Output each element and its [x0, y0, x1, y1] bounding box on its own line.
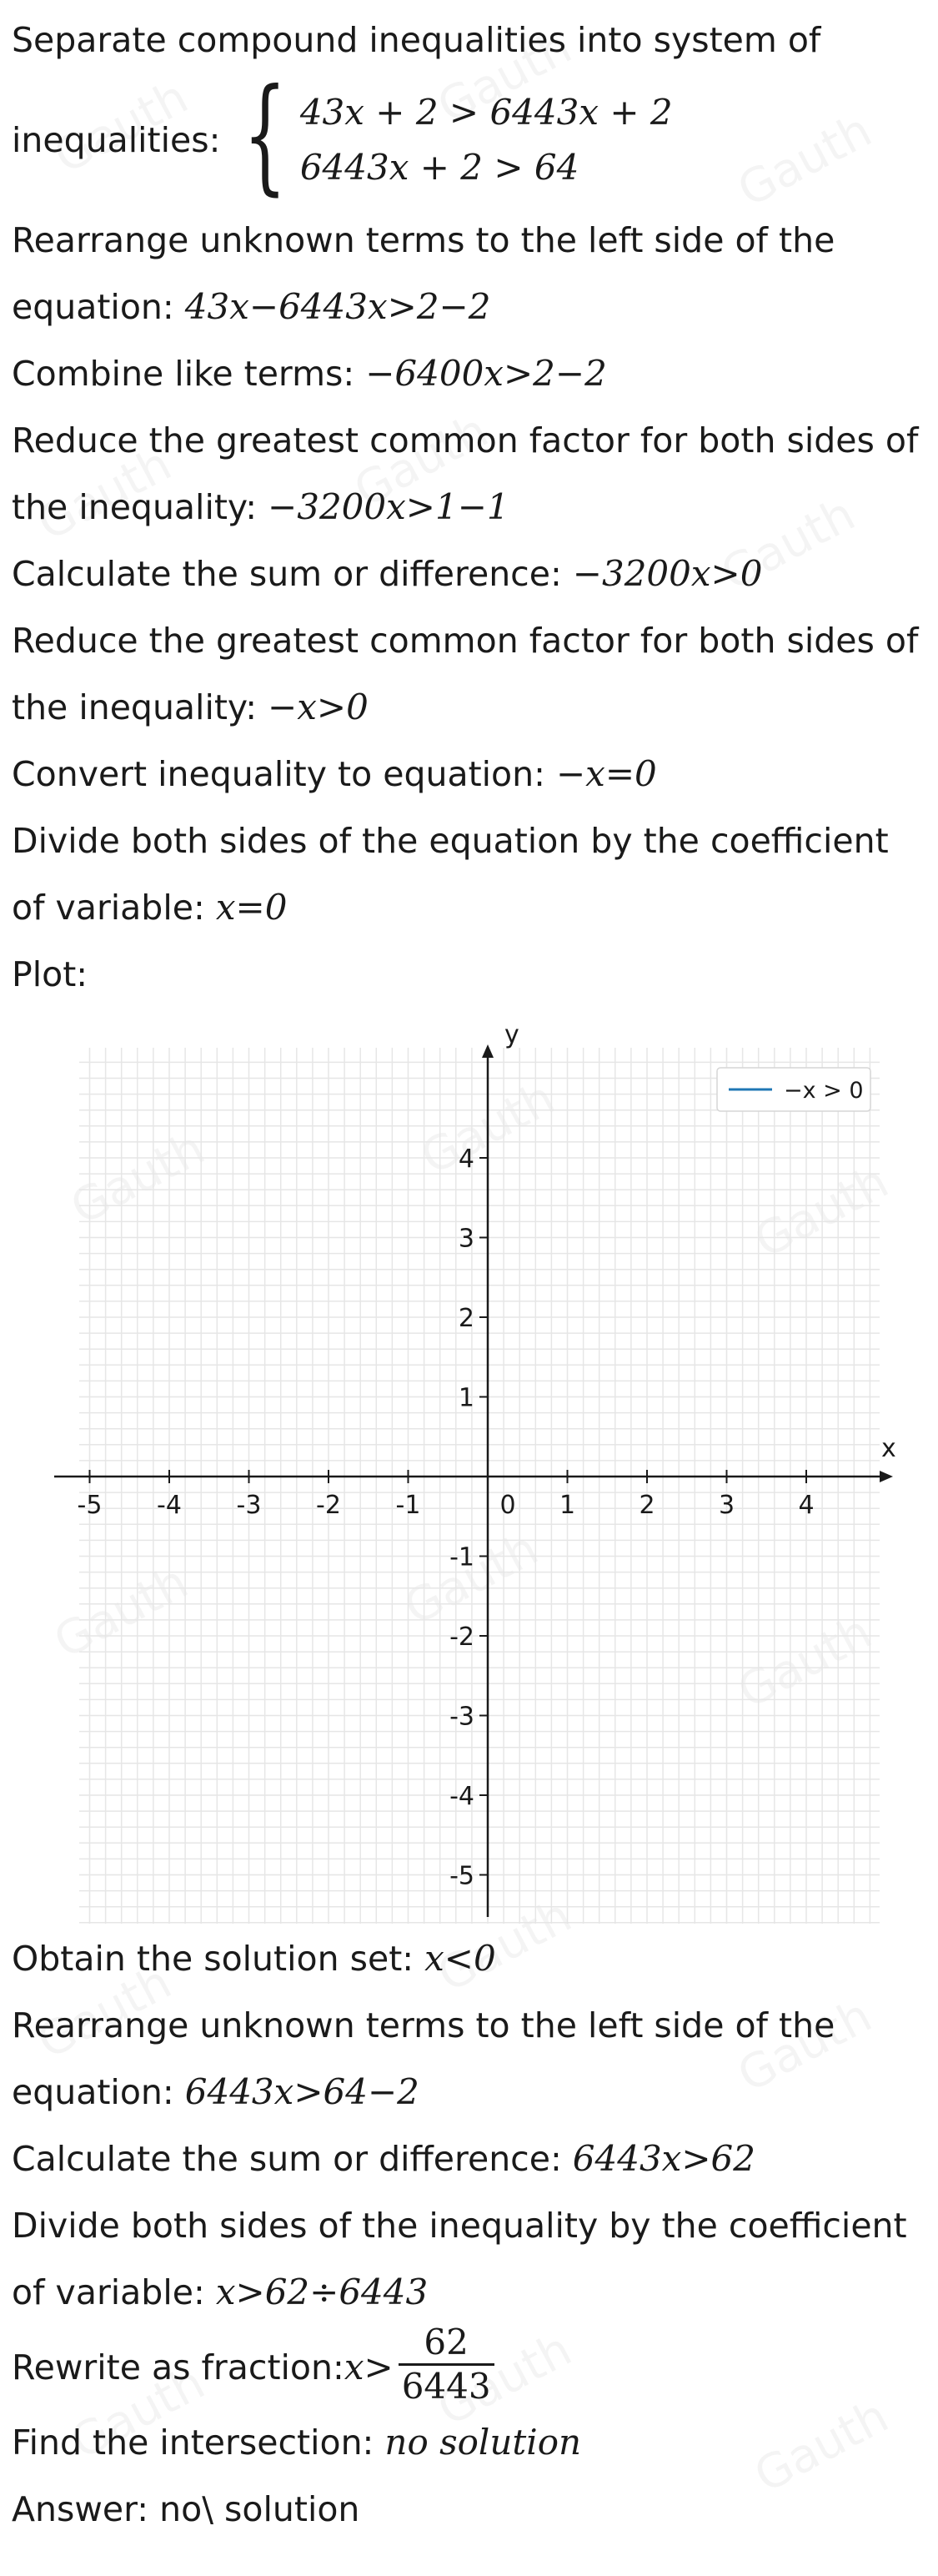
fraction-numerator: 62	[424, 2321, 469, 2362]
x-axis-arrow-icon	[880, 1471, 893, 1482]
step-4-line-b	[12, 474, 938, 541]
step-15-label: Find the intersection:	[12, 2423, 385, 2463]
step-7-math: −x=0	[555, 753, 657, 794]
step-15-math: no solution	[384, 2422, 582, 2463]
step-9-line: Plot:	[12, 954, 88, 994]
step-2-line-a: Rearrange unknown terms to the left side of the	[12, 220, 835, 260]
step-4-line-a: Reduce the greatest common factor for both sides of	[12, 420, 919, 460]
step-13-math: x>62÷6443	[215, 2272, 429, 2312]
step-13-line-a: Divide both sides of the inequality by the coefficient	[12, 2206, 907, 2246]
step-8-line-a: Divide both sides of the equation by the coefficient	[12, 821, 889, 861]
step-10-line	[12, 1925, 938, 1992]
inequality-system	[300, 85, 673, 195]
step-1-label: inequalities:	[12, 120, 221, 160]
step-5-label: Calculate the sum or difference:	[12, 554, 573, 594]
step-3-line	[12, 340, 938, 407]
x-tick-label: 4	[798, 1491, 815, 1520]
step-12-math: 6443x>62	[572, 2138, 756, 2179]
answer-line: Answer: no\ solution	[12, 2489, 360, 2529]
step-6-line-a: Reduce the greatest common factor for both sides of	[12, 621, 919, 661]
step-4-label: the inequality:	[12, 487, 268, 527]
system-row-2: 6443x + 2 > 64	[299, 147, 579, 188]
step-6-label: the inequality:	[12, 687, 268, 727]
step-1-line-a: Separate compound inequalities into system of	[12, 20, 821, 60]
step-12-line	[12, 2126, 938, 2192]
x-tick-label: 3	[718, 1491, 735, 1520]
step-14-line	[12, 2321, 938, 2409]
x-tick-label: 1	[559, 1491, 576, 1520]
legend-label: −x > 0	[784, 1078, 864, 1104]
x-axis-label: x	[881, 1434, 896, 1463]
step-5-math: −3200x>0	[572, 553, 763, 594]
step-11-line-b	[12, 2059, 938, 2126]
step-10-label: Obtain the solution set:	[12, 1939, 425, 1979]
plot-svg	[0, 1008, 917, 1925]
y-axis-arrow-icon	[482, 1044, 494, 1058]
step-8-line-b	[12, 874, 938, 941]
step-8-label: of variable:	[12, 888, 216, 928]
step-10-math: x<0	[424, 1938, 496, 1979]
inequality-plot	[12, 1008, 938, 1925]
step-6-math: −x>0	[268, 687, 369, 727]
x-tick-label: -3	[236, 1491, 262, 1520]
y-tick-label: 3	[458, 1224, 474, 1254]
x-tick-label: -5	[77, 1491, 103, 1520]
y-tick-label: 4	[458, 1145, 474, 1174]
x-tick-label: -4	[157, 1491, 182, 1520]
step-15-line	[12, 2409, 938, 2476]
step-5-line	[12, 541, 938, 607]
y-tick-label: -2	[449, 1623, 474, 1652]
step-13-label: of variable:	[12, 2272, 216, 2312]
step-3-label: Combine like terms:	[12, 354, 366, 394]
fraction-denominator: 6443	[401, 2365, 491, 2407]
x-tick-label: -2	[316, 1491, 341, 1520]
y-tick-label: -3	[449, 1702, 474, 1732]
step-6-line-b	[12, 674, 938, 741]
step-11-label: equation:	[12, 2072, 185, 2112]
y-tick-label: -5	[449, 1861, 474, 1891]
step-14-label: Rewrite as fraction:	[12, 2347, 344, 2387]
step-11-line-a: Rearrange unknown terms to the left side of the	[12, 2005, 835, 2045]
left-brace-icon: {	[243, 63, 288, 208]
system-row-1: 43x + 2 > 6443x + 2	[299, 92, 673, 133]
step-3-math: −6400x>2−2	[365, 353, 607, 394]
y-tick-label: -4	[449, 1782, 474, 1811]
y-axis-label: y	[504, 1020, 519, 1049]
step-4-math: −3200x>1−1	[268, 486, 509, 527]
step-7-line	[12, 741, 938, 808]
step-8-math: x=0	[215, 887, 288, 928]
y-tick-label: 1	[458, 1383, 474, 1413]
y-tick-label: 2	[458, 1304, 474, 1333]
x-tick-label: 2	[639, 1491, 655, 1520]
step-2-label: equation:	[12, 287, 185, 327]
step-7-label: Convert inequality to equation:	[12, 754, 556, 794]
y-tick-label: -1	[449, 1542, 474, 1572]
step-14-math: x>	[344, 2347, 394, 2387]
step-13-line-b	[12, 2259, 938, 2326]
step-2-line-b	[12, 274, 938, 340]
fraction	[399, 2322, 494, 2407]
x-tick-label: 0	[499, 1491, 516, 1520]
step-11-math: 6443x>64−2	[184, 2071, 419, 2112]
x-tick-label: -1	[395, 1491, 421, 1520]
step-1-system	[12, 63, 938, 208]
step-2-math: 43x−6443x>2−2	[184, 286, 491, 327]
step-12-label: Calculate the sum or difference:	[12, 2139, 573, 2179]
